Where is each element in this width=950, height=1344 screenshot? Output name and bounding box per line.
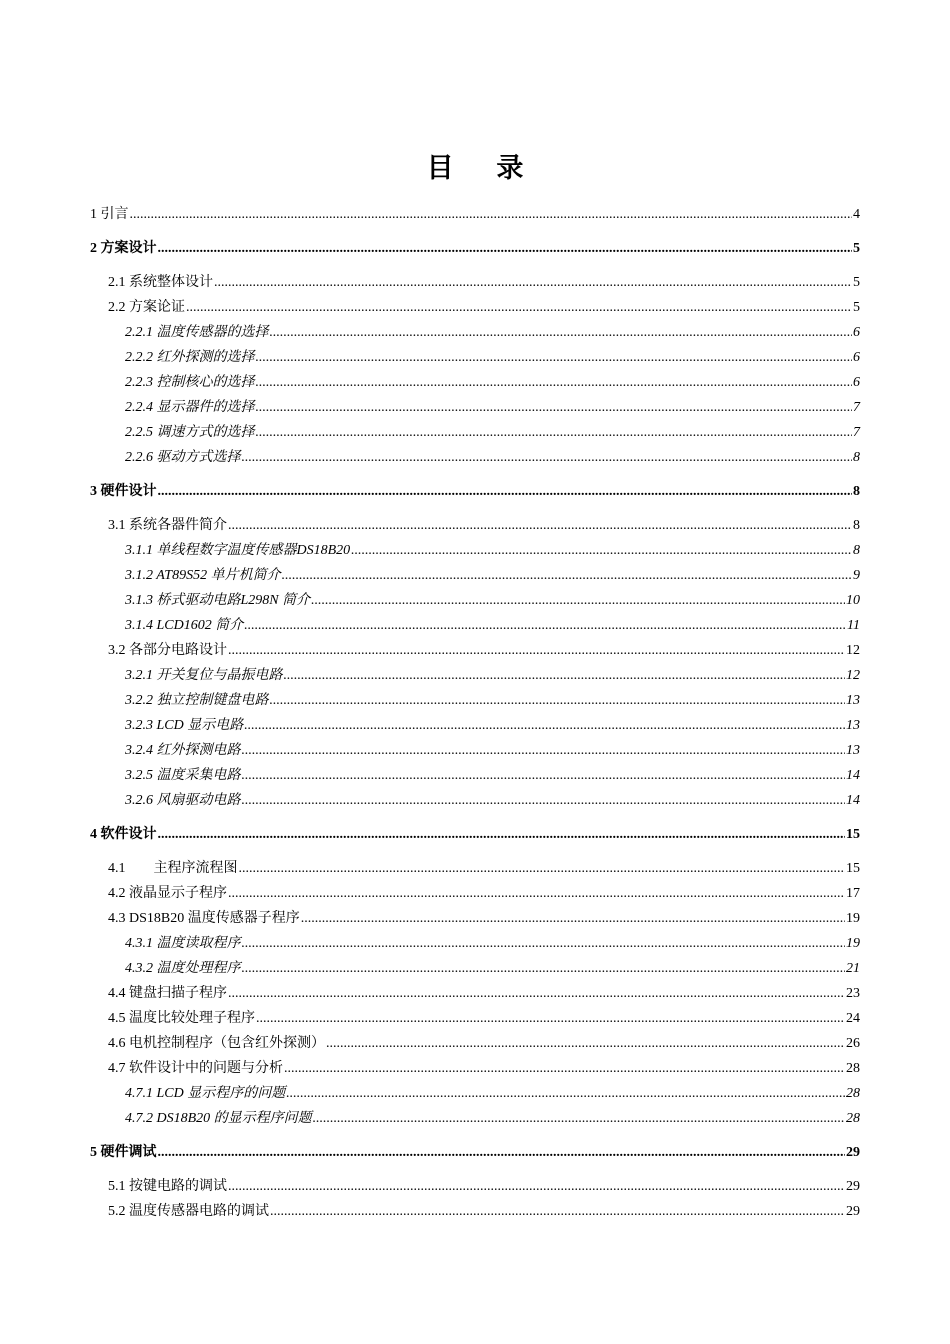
toc-page-number: 21 bbox=[846, 961, 860, 976]
toc-entry-label: 4.2 液晶显示子程序 bbox=[108, 886, 227, 901]
dot-leader bbox=[256, 349, 853, 367]
toc-entry-number: 4.1 bbox=[108, 861, 126, 876]
toc-page-number: 6 bbox=[853, 375, 860, 390]
toc-entry[interactable] bbox=[90, 979, 860, 1003]
toc-entry[interactable] bbox=[90, 418, 860, 442]
toc-entry-label: 3.1.4 LCD1602 简介 bbox=[125, 618, 244, 633]
toc-entry-label: 5.1 按键电路的调试 bbox=[108, 1179, 227, 1194]
toc-entry-label: 3.2 各部分电路设计 bbox=[108, 643, 227, 658]
dot-leader bbox=[282, 567, 852, 585]
toc-page-number: 13 bbox=[846, 693, 860, 708]
toc-entry-label: 3.1.3 桥式驱动电路L298N 简介 bbox=[125, 593, 311, 608]
toc-entry[interactable] bbox=[90, 686, 860, 710]
toc-entry[interactable] bbox=[90, 879, 860, 903]
toc-page-number: 17 bbox=[846, 886, 860, 901]
dot-leader bbox=[256, 374, 853, 392]
toc-entry[interactable] bbox=[90, 1172, 860, 1196]
toc-page-number: 8 bbox=[853, 518, 860, 533]
toc-entry-label: 3.2.1 开关复位与晶振电路 bbox=[125, 668, 283, 683]
toc-entry-label: 3.2.5 温度采集电路 bbox=[125, 768, 241, 783]
toc-page-number: 9 bbox=[853, 568, 860, 583]
toc-entry[interactable] bbox=[90, 234, 860, 258]
dot-leader bbox=[242, 960, 846, 978]
dot-leader bbox=[214, 274, 852, 292]
dot-leader bbox=[130, 206, 853, 224]
toc-page-number: 12 bbox=[846, 668, 860, 683]
toc-entry-label: 5 硬件调试 bbox=[90, 1145, 157, 1160]
toc-entry[interactable] bbox=[90, 786, 860, 810]
toc-entry-label: 3.2.4 红外探测电路 bbox=[125, 743, 241, 758]
dot-leader bbox=[270, 1203, 845, 1221]
toc-entry[interactable] bbox=[90, 586, 860, 610]
toc-entry-label: 1 引言 bbox=[90, 207, 129, 222]
dot-leader bbox=[284, 667, 846, 685]
toc-entry[interactable] bbox=[90, 1004, 860, 1028]
dot-leader bbox=[351, 542, 852, 560]
toc-entry-label: 4.3 DS18B20 温度传感器子程序 bbox=[108, 911, 300, 926]
toc-entry-label: 3.1.2 AT89S52 单片机简介 bbox=[125, 568, 281, 583]
toc-entry-label: 4.5 温度比较处理子程序 bbox=[108, 1011, 255, 1026]
toc-entry-label: 2.2.4 显示器件的选择 bbox=[125, 400, 255, 415]
toc-entry-label: 2.2.3 控制核心的选择 bbox=[125, 375, 255, 390]
toc-entry[interactable] bbox=[90, 711, 860, 735]
toc-entry[interactable] bbox=[90, 954, 860, 978]
dot-leader bbox=[186, 299, 852, 317]
toc-entry[interactable] bbox=[90, 929, 860, 953]
toc-entry[interactable] bbox=[90, 1138, 860, 1162]
toc-entry[interactable] bbox=[90, 636, 860, 660]
toc-page-number: 28 bbox=[846, 1061, 860, 1076]
dot-leader bbox=[286, 1085, 845, 1103]
toc-page-number: 8 bbox=[853, 450, 860, 465]
dot-leader bbox=[311, 592, 845, 610]
toc-entry-label: 4.6 电机控制程序（包含红外探测） bbox=[108, 1036, 325, 1051]
toc-entry-label: 4.7.2 DS18B20 的显示程序问题 bbox=[125, 1111, 312, 1126]
toc-entry-label: 2.2.1 温度传感器的选择 bbox=[125, 325, 269, 340]
dot-leader bbox=[301, 910, 845, 928]
toc-page-number: 23 bbox=[846, 986, 860, 1001]
toc-entry[interactable] bbox=[90, 200, 860, 224]
dot-leader bbox=[313, 1110, 845, 1128]
toc-page-number: 19 bbox=[846, 936, 860, 951]
toc-entry[interactable] bbox=[90, 1054, 860, 1078]
dot-leader bbox=[256, 399, 853, 417]
toc-entry-label: 2.1 系统整体设计 bbox=[108, 275, 213, 290]
dot-leader bbox=[228, 517, 852, 535]
toc-page-number: 28 bbox=[846, 1086, 860, 1101]
toc-entry-label: 4.7.1 LCD 显示程序的问题 bbox=[125, 1086, 286, 1101]
toc-entry[interactable] bbox=[90, 318, 860, 342]
toc-entry[interactable] bbox=[90, 443, 860, 467]
toc-entry-label bbox=[108, 860, 238, 878]
toc-entry[interactable] bbox=[90, 1197, 860, 1221]
toc-entry[interactable] bbox=[90, 1104, 860, 1128]
toc-page-number: 4 bbox=[853, 207, 860, 222]
toc-page-number: 11 bbox=[847, 618, 860, 633]
toc-page-number: 26 bbox=[846, 1036, 860, 1051]
toc-entry[interactable] bbox=[90, 661, 860, 685]
dot-leader bbox=[270, 692, 846, 710]
toc-page-number: 29 bbox=[846, 1204, 860, 1219]
toc-entry[interactable] bbox=[90, 736, 860, 760]
dot-leader bbox=[239, 860, 846, 878]
dot-leader bbox=[228, 985, 845, 1003]
dot-leader bbox=[242, 792, 846, 810]
toc-page-number: 5 bbox=[853, 275, 860, 290]
toc-entry[interactable] bbox=[90, 611, 860, 635]
toc-page-number: 15 bbox=[846, 861, 860, 876]
toc-page-number: 7 bbox=[853, 400, 860, 415]
toc-entry-label: 4.3.1 温度读取程序 bbox=[125, 936, 241, 951]
toc-entry[interactable] bbox=[90, 1029, 860, 1053]
toc-entry-label: 2.2.2 红外探测的选择 bbox=[125, 350, 255, 365]
page-title: 目 录 bbox=[426, 153, 542, 183]
toc-entry[interactable] bbox=[90, 561, 860, 585]
toc-entry-label: 3.2.2 独立控制键盘电路 bbox=[125, 693, 269, 708]
toc-entry-label: 3.2.6 风扇驱动电路 bbox=[125, 793, 241, 808]
toc-page-number: 6 bbox=[853, 350, 860, 365]
toc-entry[interactable] bbox=[90, 293, 860, 317]
toc-page-number: 15 bbox=[846, 827, 860, 842]
toc-page-number: 5 bbox=[853, 300, 860, 315]
dot-leader bbox=[256, 1010, 845, 1028]
toc-entry-label: 4.4 键盘扫描子程序 bbox=[108, 986, 227, 1001]
toc-entry[interactable] bbox=[90, 820, 860, 844]
dot-leader bbox=[228, 885, 845, 903]
dot-leader bbox=[244, 617, 846, 635]
dot-leader bbox=[242, 767, 846, 785]
toc-entry[interactable] bbox=[90, 904, 860, 928]
toc-entry-label: 3 硬件设计 bbox=[90, 484, 157, 499]
toc-entry-label: 2.2 方案论证 bbox=[108, 300, 185, 315]
toc-entry[interactable] bbox=[90, 854, 860, 878]
toc-page-number: 14 bbox=[846, 768, 860, 783]
toc-entry[interactable] bbox=[90, 477, 860, 501]
dot-leader bbox=[242, 935, 846, 953]
dot-leader bbox=[158, 1144, 846, 1162]
dot-leader bbox=[228, 642, 845, 660]
toc-entry-label: 3.2.3 LCD 显示电路 bbox=[125, 718, 244, 733]
toc-page-number: 5 bbox=[853, 241, 860, 256]
dot-leader bbox=[326, 1035, 845, 1053]
toc-page-number: 10 bbox=[846, 593, 860, 608]
dot-leader bbox=[158, 826, 846, 844]
toc-entry-text: 主程序流程图 bbox=[153, 861, 238, 876]
toc-page-number: 7 bbox=[853, 425, 860, 440]
toc-entry-label: 2.2.5 调速方式的选择 bbox=[125, 425, 255, 440]
toc-page-number: 24 bbox=[846, 1011, 860, 1026]
dot-leader bbox=[228, 1178, 845, 1196]
dot-leader bbox=[242, 742, 846, 760]
toc-entry-label: 4.3.2 温度处理程序 bbox=[125, 961, 241, 976]
dot-leader bbox=[158, 483, 853, 501]
toc-entry-label: 4 软件设计 bbox=[90, 827, 157, 842]
toc-entry-label: 5.2 温度传感器电路的调试 bbox=[108, 1204, 269, 1219]
toc-page-number: 8 bbox=[853, 484, 860, 499]
toc-page-number: 6 bbox=[853, 325, 860, 340]
toc-entry-label: 2 方案设计 bbox=[90, 241, 157, 256]
toc-page-number: 14 bbox=[846, 793, 860, 808]
toc-entry[interactable] bbox=[90, 268, 860, 292]
toc-entry-label: 2.2.6 驱动方式选择 bbox=[125, 450, 241, 465]
dot-leader bbox=[242, 449, 853, 467]
toc-entry[interactable] bbox=[90, 368, 860, 392]
dot-leader bbox=[244, 717, 845, 735]
dot-leader bbox=[284, 1060, 845, 1078]
dot-leader bbox=[270, 324, 853, 342]
toc-page-number: 13 bbox=[846, 743, 860, 758]
toc-entry[interactable] bbox=[90, 511, 860, 535]
dot-leader bbox=[158, 240, 853, 258]
toc-entry-label: 3.1.1 单线程数字温度传感器DS18B20 bbox=[125, 543, 351, 558]
toc-page-number: 28 bbox=[846, 1111, 860, 1126]
toc-entry[interactable] bbox=[90, 761, 860, 785]
toc-entry[interactable] bbox=[90, 536, 860, 560]
toc-page-number: 29 bbox=[846, 1179, 860, 1194]
toc-entry-label: 4.7 软件设计中的问题与分析 bbox=[108, 1061, 283, 1076]
dot-leader bbox=[256, 424, 853, 442]
toc-page-number: 19 bbox=[846, 911, 860, 926]
toc-page-number: 29 bbox=[846, 1145, 860, 1160]
toc-page-number: 13 bbox=[846, 718, 860, 733]
toc-page-number: 12 bbox=[846, 643, 860, 658]
toc-entry[interactable] bbox=[90, 343, 860, 367]
toc-entry[interactable] bbox=[90, 1079, 860, 1103]
toc-entry-label: 3.1 系统各器件简介 bbox=[108, 518, 227, 533]
toc-entry[interactable] bbox=[90, 393, 860, 417]
toc-page-number: 8 bbox=[853, 543, 860, 558]
